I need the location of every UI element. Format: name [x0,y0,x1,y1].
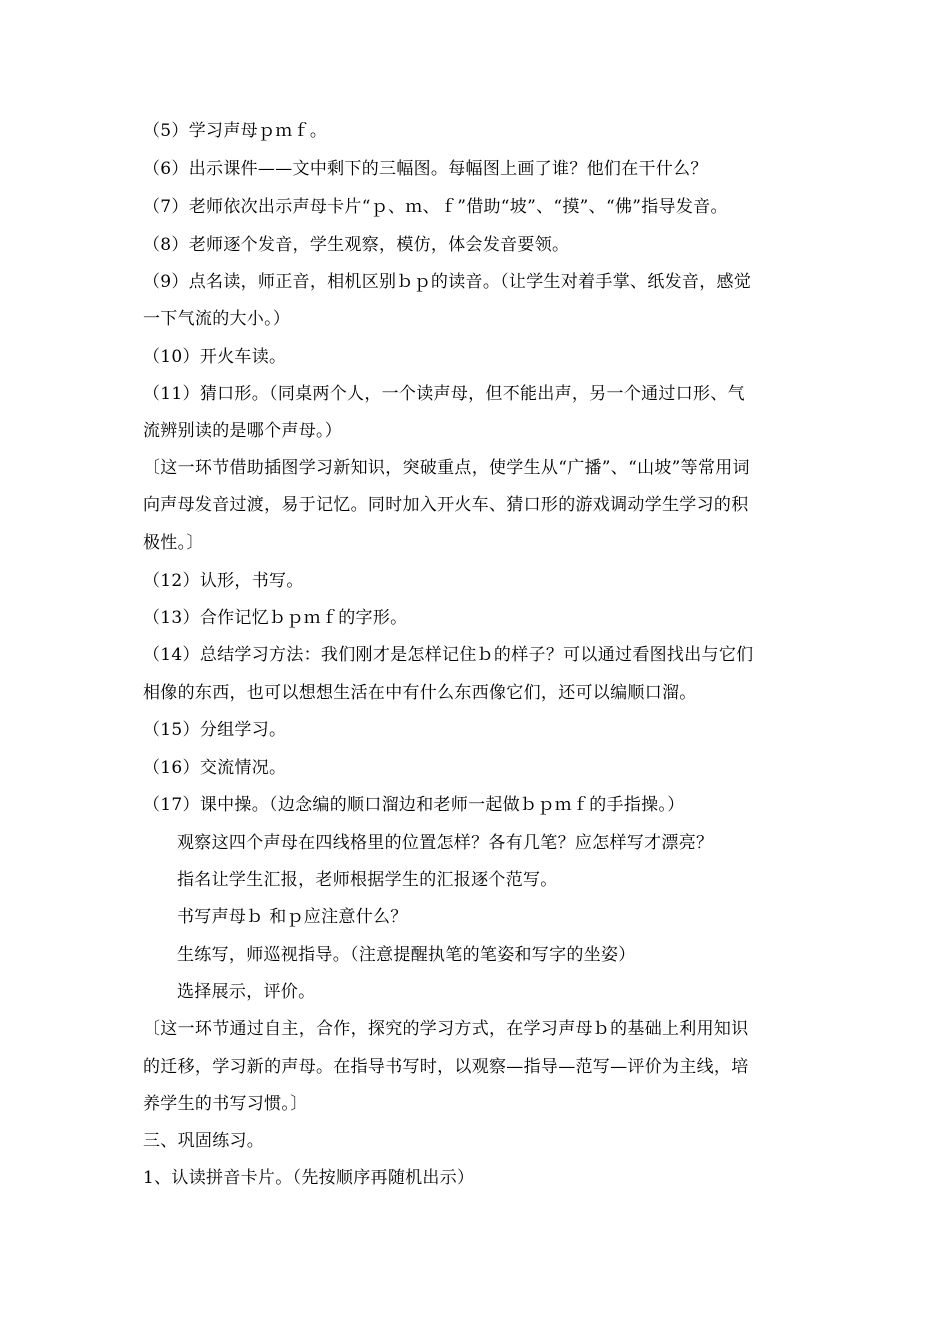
text-line: 〔这一环节通过自主，合作，探究的学习方式，在学习声母ｂ的基础上利用知识 [143,1019,749,1039]
text-line: 书写声母ｂ 和ｐ应注意什么？ [177,907,408,927]
text-line: （10）开火车读。 [143,347,287,367]
text-line: （8）老师逐个发音，学生观察，模仿，体会发音要领。 [143,235,570,255]
text-line: （12）认形，书写。 [143,571,304,591]
text-line: （15）分组学习。 [143,720,287,740]
text-line: 流辨别读的是哪个声母。） [143,421,343,441]
text-line: （17）课中操。（边念编的顺口溜边和老师一起做ｂｐｍｆ的手指操。） [143,795,685,815]
text-line: 生练写，师巡视指导。（注意提醒执笔的笔姿和写字的坐姿） [177,945,636,965]
text-line: （11）猜口形。（同桌两个人，一个读声母，但不能出声，另一个通过口形、气 [143,384,745,404]
text-line: 养学生的书写习惯。〕 [143,1094,308,1114]
text-line: 指名让学生汇报，老师根据学生的汇报逐个范写。 [177,870,558,890]
text-line: （13）合作记忆ｂｐｍｆ的字形。 [143,608,408,628]
text-line: 极性。〕 [143,533,204,553]
text-line: （6）出示课件——文中剩下的三幅图。每幅图上画了谁？他们在干什么？ [143,159,708,179]
text-line: 向声母发音过渡，易于记忆。同时加入开火车、猜口形的游戏调动学生学习的积 [143,495,749,515]
text-line: 的迁移，学习新的声母。在指导书写时，以观察—指导—范写—评价为主线，培 [143,1057,749,1077]
text-line: 〔这一环节借助插图学习新知识，突破重点，使学生从“广播”、“山坡”等常用词 [143,458,750,478]
text-line: （5）学习声母ｐｍｆ。 [143,121,328,141]
text-line: （16）交流情况。 [143,758,287,778]
text-line: （9）点名读，师正音，相机区别ｂｐ的读音。（让学生对着手掌、纸发音，感觉 [143,272,752,292]
text-line: 1、认读拼音卡片。（先按顺序再随机出示） [143,1168,475,1188]
text-line: 选择展示，评价。 [177,982,316,1002]
text-line: 相像的东西，也可以想想生活在中有什么东西像它们，还可以编顺口溜。 [143,683,697,703]
text-line: 三、巩固练习。 [143,1131,265,1151]
text-line: （14）总结学习方法：我们刚才是怎样记住ｂ的样子？可以通过看图找出与它们 [143,645,754,665]
text-line: 观察这四个声母在四线格里的位置怎样？各有几笔？应怎样写才漂亮？ [177,833,714,853]
text-line: 一下气流的大小。） [143,309,291,329]
text-line: （7）老师依次出示声母卡片“ｐ、ｍ、ｆ”借助“坡”、“摸”、“佛”指导发音。 [143,197,728,217]
